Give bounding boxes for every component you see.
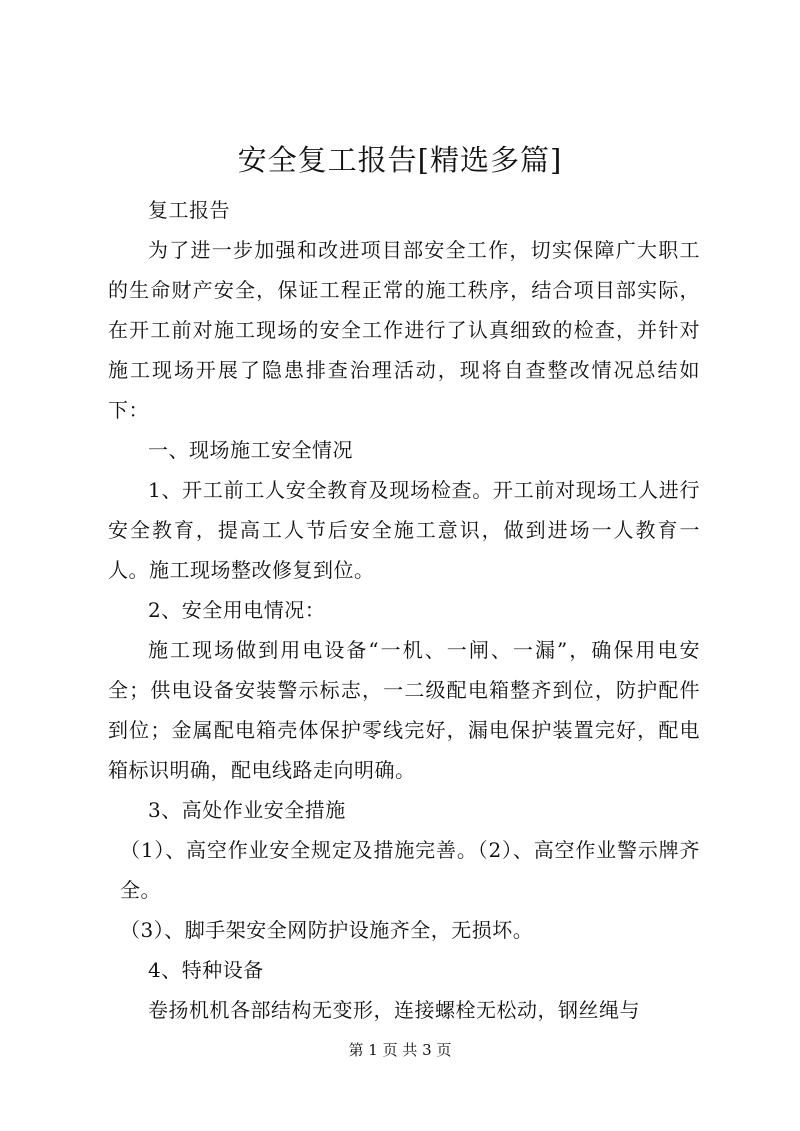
document-title: 安全复工报告[精选多篇]	[237, 143, 563, 177]
page-footer: 第 1 页 共 3 页	[348, 1041, 452, 1059]
paragraph-heading-fugong: 复工报告	[148, 198, 230, 222]
subheading-item-4: 4、特种设备	[148, 958, 264, 982]
paragraph-winch: 卷扬机机各部结构无变形，连接螺栓无松动，钢丝绳与	[148, 998, 640, 1022]
subheading-item-3: 3、高处作业安全措施	[148, 798, 346, 822]
section-heading-1: 一、现场施工安全情况	[148, 438, 353, 462]
document-body	[108, 190, 700, 1030]
paragraph-intro: 为了进一步加强和改进项目部安全工作，切实保障广大职工的生命财产安全，保证工程正常的施工秩序，结合项目部实际，在开工前对施工现场的安全工作进行了认真细致的检查，并针对施工现场开展了隐患排查治理活动，现将自查整改情况总结如下：	[108, 238, 700, 422]
paragraph-item-1: 1、开工前工人安全教育及现场检查。开工前对现场工人进行安全教育，提高工人节后安全施工意识，做到进场一人教育一人。施工现场整改修复到位。	[108, 478, 700, 582]
paragraph-electric-safety: 施工现场做到用电设备“一机、一闸、一漏”，确保用电安全；供电设备安装警示标志，一二级配电箱整齐到位，防护配件到位；金属配电箱壳体保护零线完好，漏电保护装置完好，配电箱标识明确，配电线路走向明确。	[108, 638, 700, 782]
paragraph-scaffold: （3）、脚手架安全网防护设施齐全，无损坏。	[120, 918, 534, 942]
paragraph-height-work: （1）、高空作业安全规定及措施完善。（2）、高空作业警示牌齐全。	[120, 838, 700, 902]
subheading-item-2: 2、安全用电情况：	[148, 598, 326, 622]
